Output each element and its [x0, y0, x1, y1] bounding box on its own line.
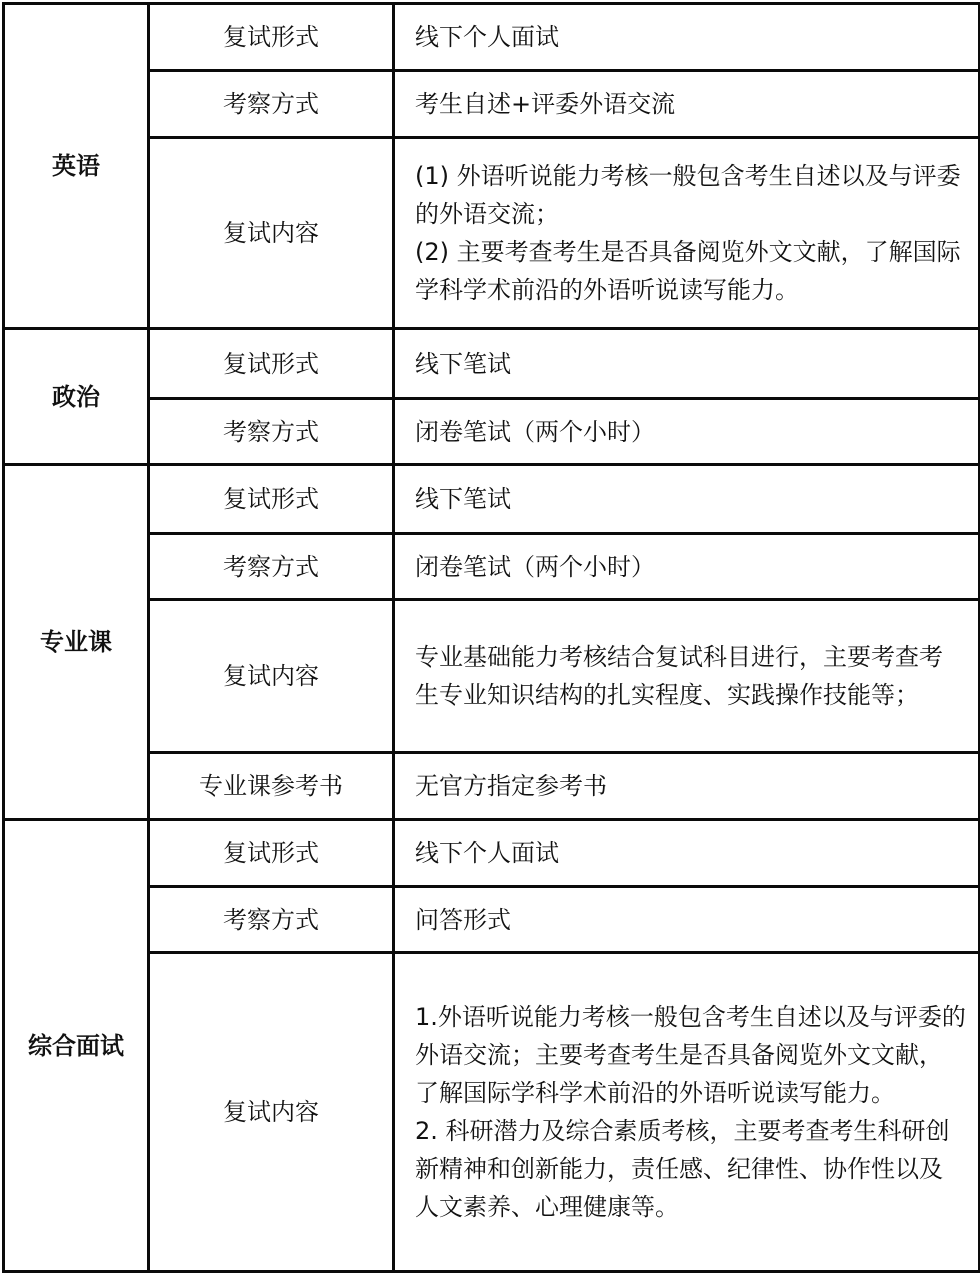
- table-row: [4, 753, 980, 820]
- item-cell: 复试形式: [149, 465, 394, 534]
- value-cell: [394, 138, 980, 329]
- item-cell: 复试形式: [149, 820, 394, 887]
- category-cell-major-course: 专业课: [4, 465, 149, 820]
- table-row: [4, 534, 980, 600]
- item-cell: 复试形式: [149, 329, 394, 399]
- value-cell: [394, 600, 980, 753]
- content-paragraph: 2. 科研潜力及综合素质考核，主要考查考生科研创新精神和创新能力，责任感、纪律性、协作性以及人文素养、心理健康等。: [415, 1117, 950, 1221]
- item-cell: 考察方式: [149, 399, 394, 465]
- value-cell: 闭卷笔试（两个小时）: [394, 534, 980, 600]
- item-cell: 复试内容: [149, 138, 394, 329]
- content-paragraph: (1) 外语听说能力考核一般包含考生自述以及与评委的外语交流；: [415, 162, 961, 228]
- table-row: [4, 71, 980, 138]
- table-row: [4, 600, 980, 753]
- item-cell: 考察方式: [149, 887, 394, 953]
- value-cell: 考生自述+评委外语交流: [394, 71, 980, 138]
- table-row: [4, 953, 980, 1272]
- category-cell-comprehensive-interview: 综合面试: [4, 820, 149, 1272]
- category-cell-politics: 政治: [4, 329, 149, 465]
- content-paragraph: 1.外语听说能力考核一般包含考生自述以及与评委的外语交流；主要考查考生是否具备阅览外文文献，了解国际学科学术前沿的外语听说读写能力。: [415, 1003, 966, 1107]
- item-cell: 复试内容: [149, 600, 394, 753]
- content-paragraph: 专业基础能力考核结合复试科目进行，主要考查考生专业知识结构的扎实程度、实践操作技能等；: [415, 643, 943, 709]
- item-cell: 复试内容: [149, 953, 394, 1272]
- item-cell: 考察方式: [149, 534, 394, 600]
- table-row: [4, 138, 980, 329]
- value-cell: [394, 953, 980, 1272]
- value-cell: 线下个人面试: [394, 4, 980, 71]
- item-cell: 考察方式: [149, 71, 394, 138]
- value-cell: 线下个人面试: [394, 820, 980, 887]
- table-row: [4, 4, 980, 71]
- value-cell: 无官方指定参考书: [394, 753, 980, 820]
- category-cell-english: 英语: [4, 4, 149, 329]
- value-cell: 问答形式: [394, 887, 980, 953]
- value-cell: 线下笔试: [394, 465, 980, 534]
- table-row: [4, 887, 980, 953]
- table-row: [4, 399, 980, 465]
- table-row: [4, 465, 980, 534]
- table-row: [4, 329, 980, 399]
- item-cell: 专业课参考书: [149, 753, 394, 820]
- value-cell: 线下笔试: [394, 329, 980, 399]
- table-row: [4, 820, 980, 887]
- content-paragraph: (2) 主要考查考生是否具备阅览外文文献，了解国际学科学术前沿的外语听说读写能力。: [415, 238, 961, 304]
- retest-info-table: [2, 2, 980, 1273]
- value-cell: 闭卷笔试（两个小时）: [394, 399, 980, 465]
- item-cell: 复试形式: [149, 4, 394, 71]
